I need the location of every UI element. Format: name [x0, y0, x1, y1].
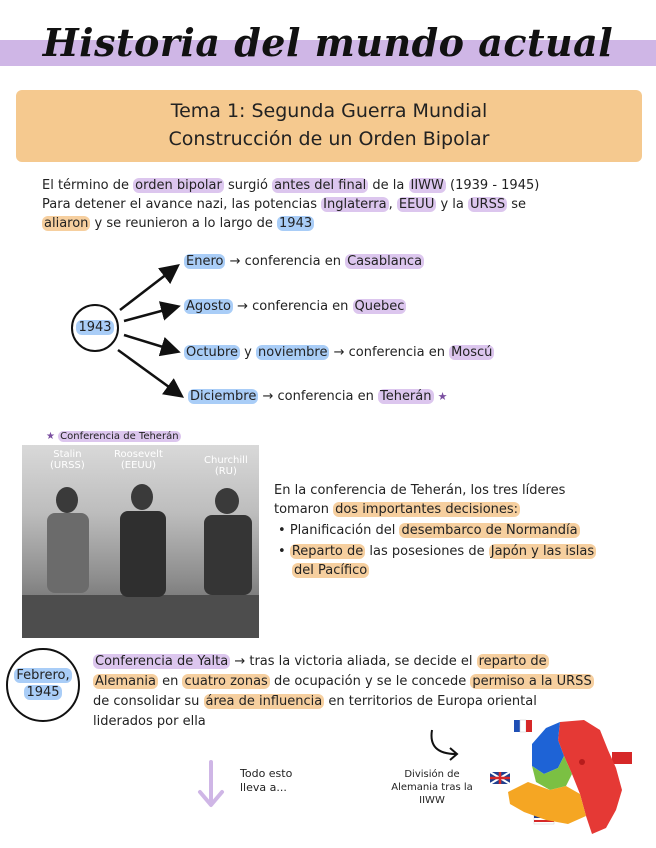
place: Quebec [354, 299, 405, 314]
yalta-line-1 [93, 652, 549, 671]
ussr-flag-icon [612, 752, 632, 764]
label-country: (URSS) [50, 460, 85, 471]
highlight: área de influencia [205, 694, 323, 709]
highlight: del Pacífico [294, 563, 368, 578]
text: → conferencia en [225, 254, 346, 269]
intro-line-2 [42, 195, 526, 214]
conference-row-enero [184, 252, 424, 271]
place: Teherán [379, 389, 432, 404]
topic-line-1: Tema 1: Segunda Guerra Mundial [170, 100, 488, 122]
photo-caption [46, 431, 181, 442]
highlight: permiso a la URSS [472, 674, 592, 689]
date-line-1: Febrero, [16, 668, 70, 683]
curved-arrow-icon [426, 726, 462, 764]
highlight: Conferencia de Yalta [95, 654, 229, 669]
text: Para detener el avance nazi, las potencias [42, 197, 322, 212]
highlight: Reparto de [291, 544, 364, 559]
text: Planificación del [289, 523, 400, 538]
highlight: orden bipolar [135, 178, 222, 193]
year-1943-label: 1943 [78, 320, 112, 335]
highlight: cuatro zonas [184, 674, 268, 689]
place: Casablanca [347, 254, 423, 269]
text: El término de [42, 178, 134, 193]
tehran-bullet-2-cont [292, 561, 369, 580]
highlight: antes del final [274, 178, 367, 193]
text: (1939 - 1945) [445, 178, 540, 193]
text: tomaron [274, 502, 334, 517]
intro-line-3 [42, 214, 314, 233]
text: de consolidar su [93, 694, 204, 709]
text: → conferencia en [258, 389, 378, 404]
highlight: Alemania [95, 674, 156, 689]
bullet-icon: • [278, 544, 290, 559]
month: noviembre [258, 345, 328, 360]
label-name: Churchill [204, 455, 248, 466]
month: Diciembre [190, 389, 257, 404]
month: Agosto [186, 299, 231, 314]
star-icon: ★ [437, 390, 448, 403]
highlight: reparto de [478, 654, 547, 669]
highlight: Japón y las islas [490, 544, 595, 559]
star-icon: ★ [46, 431, 55, 442]
highlight: dos importantes decisiones: [335, 502, 519, 517]
text: se [507, 197, 526, 212]
map-caption-line: Alemania tras la [391, 782, 473, 793]
uk-flag-icon [490, 772, 510, 784]
text: y la [436, 197, 469, 212]
highlight: Inglaterra [323, 197, 387, 212]
intro-line-1 [42, 176, 539, 195]
american-zone [508, 782, 586, 824]
tehran-bullet-2 [278, 542, 596, 561]
highlight: EEUU [398, 197, 435, 212]
page-title: Historia del mundo actual [42, 20, 614, 65]
highlight: 1943 [279, 216, 313, 231]
tehran-bullet-1 [278, 521, 580, 540]
caption-text: Conferencia de Teherán [60, 431, 179, 442]
map-caption [388, 768, 476, 807]
conference-row-agosto [184, 297, 406, 316]
text: de ocupación y se le concede [269, 674, 471, 689]
germany-division-map [488, 716, 638, 838]
text: en territorios de Europa oriental [324, 694, 537, 709]
tehran-line-2 [274, 500, 520, 519]
text: surgió [223, 178, 273, 193]
label-name: Stalin [53, 449, 82, 460]
text: y [240, 345, 256, 360]
highlight: aliaron [44, 216, 89, 231]
text: → conferencia en [232, 299, 353, 314]
label-country: (EEUU) [120, 460, 156, 471]
berlin-marker [579, 759, 585, 765]
conference-row-diciembre [188, 387, 448, 406]
place: Moscú [451, 345, 493, 360]
text: de la [368, 178, 409, 193]
highlight: URSS [470, 197, 506, 212]
yalta-line-3 [93, 692, 537, 711]
note-line: Todo esto [240, 767, 293, 780]
label-churchill [204, 455, 248, 477]
date-line-2: 1945 [26, 685, 60, 700]
down-arrow-icon [196, 760, 226, 810]
map-caption-line: División de [404, 769, 460, 780]
text: → tras la victoria aliada, se decide el [230, 654, 477, 669]
date-1945-circle [6, 648, 80, 722]
conference-row-octubre [184, 343, 494, 362]
text: , [388, 197, 397, 212]
highlight: IIWW [410, 178, 444, 193]
text: en [157, 674, 183, 689]
note-line: lleva a... [240, 781, 287, 794]
tehran-conference-photo [22, 445, 259, 638]
label-name: Roosevelt [114, 449, 163, 460]
text: y se reunieron a lo largo de [90, 216, 278, 231]
yalta-line-4: liderados por ella [93, 714, 206, 729]
month: Enero [186, 254, 224, 269]
footer-note [240, 767, 292, 795]
france-flag-icon [514, 720, 532, 732]
yalta-line-2 [93, 672, 594, 691]
highlight: desembarco de Normandía [401, 523, 578, 538]
label-stalin [50, 449, 85, 471]
label-roosevelt [114, 449, 163, 471]
tehran-line-1: En la conferencia de Teherán, los tres líderes [274, 483, 566, 498]
text: → conferencia en [329, 345, 450, 360]
date-label [8, 667, 78, 701]
text: las posesiones de [365, 544, 489, 559]
map-caption-line: IIWW [419, 795, 445, 806]
topic-line-2: Construcción de un Orden Bipolar [168, 128, 490, 150]
month: Octubre [186, 345, 239, 360]
label-country: (RU) [214, 466, 237, 477]
arrows-1943 [110, 255, 190, 405]
bullet-icon: • [278, 523, 290, 538]
